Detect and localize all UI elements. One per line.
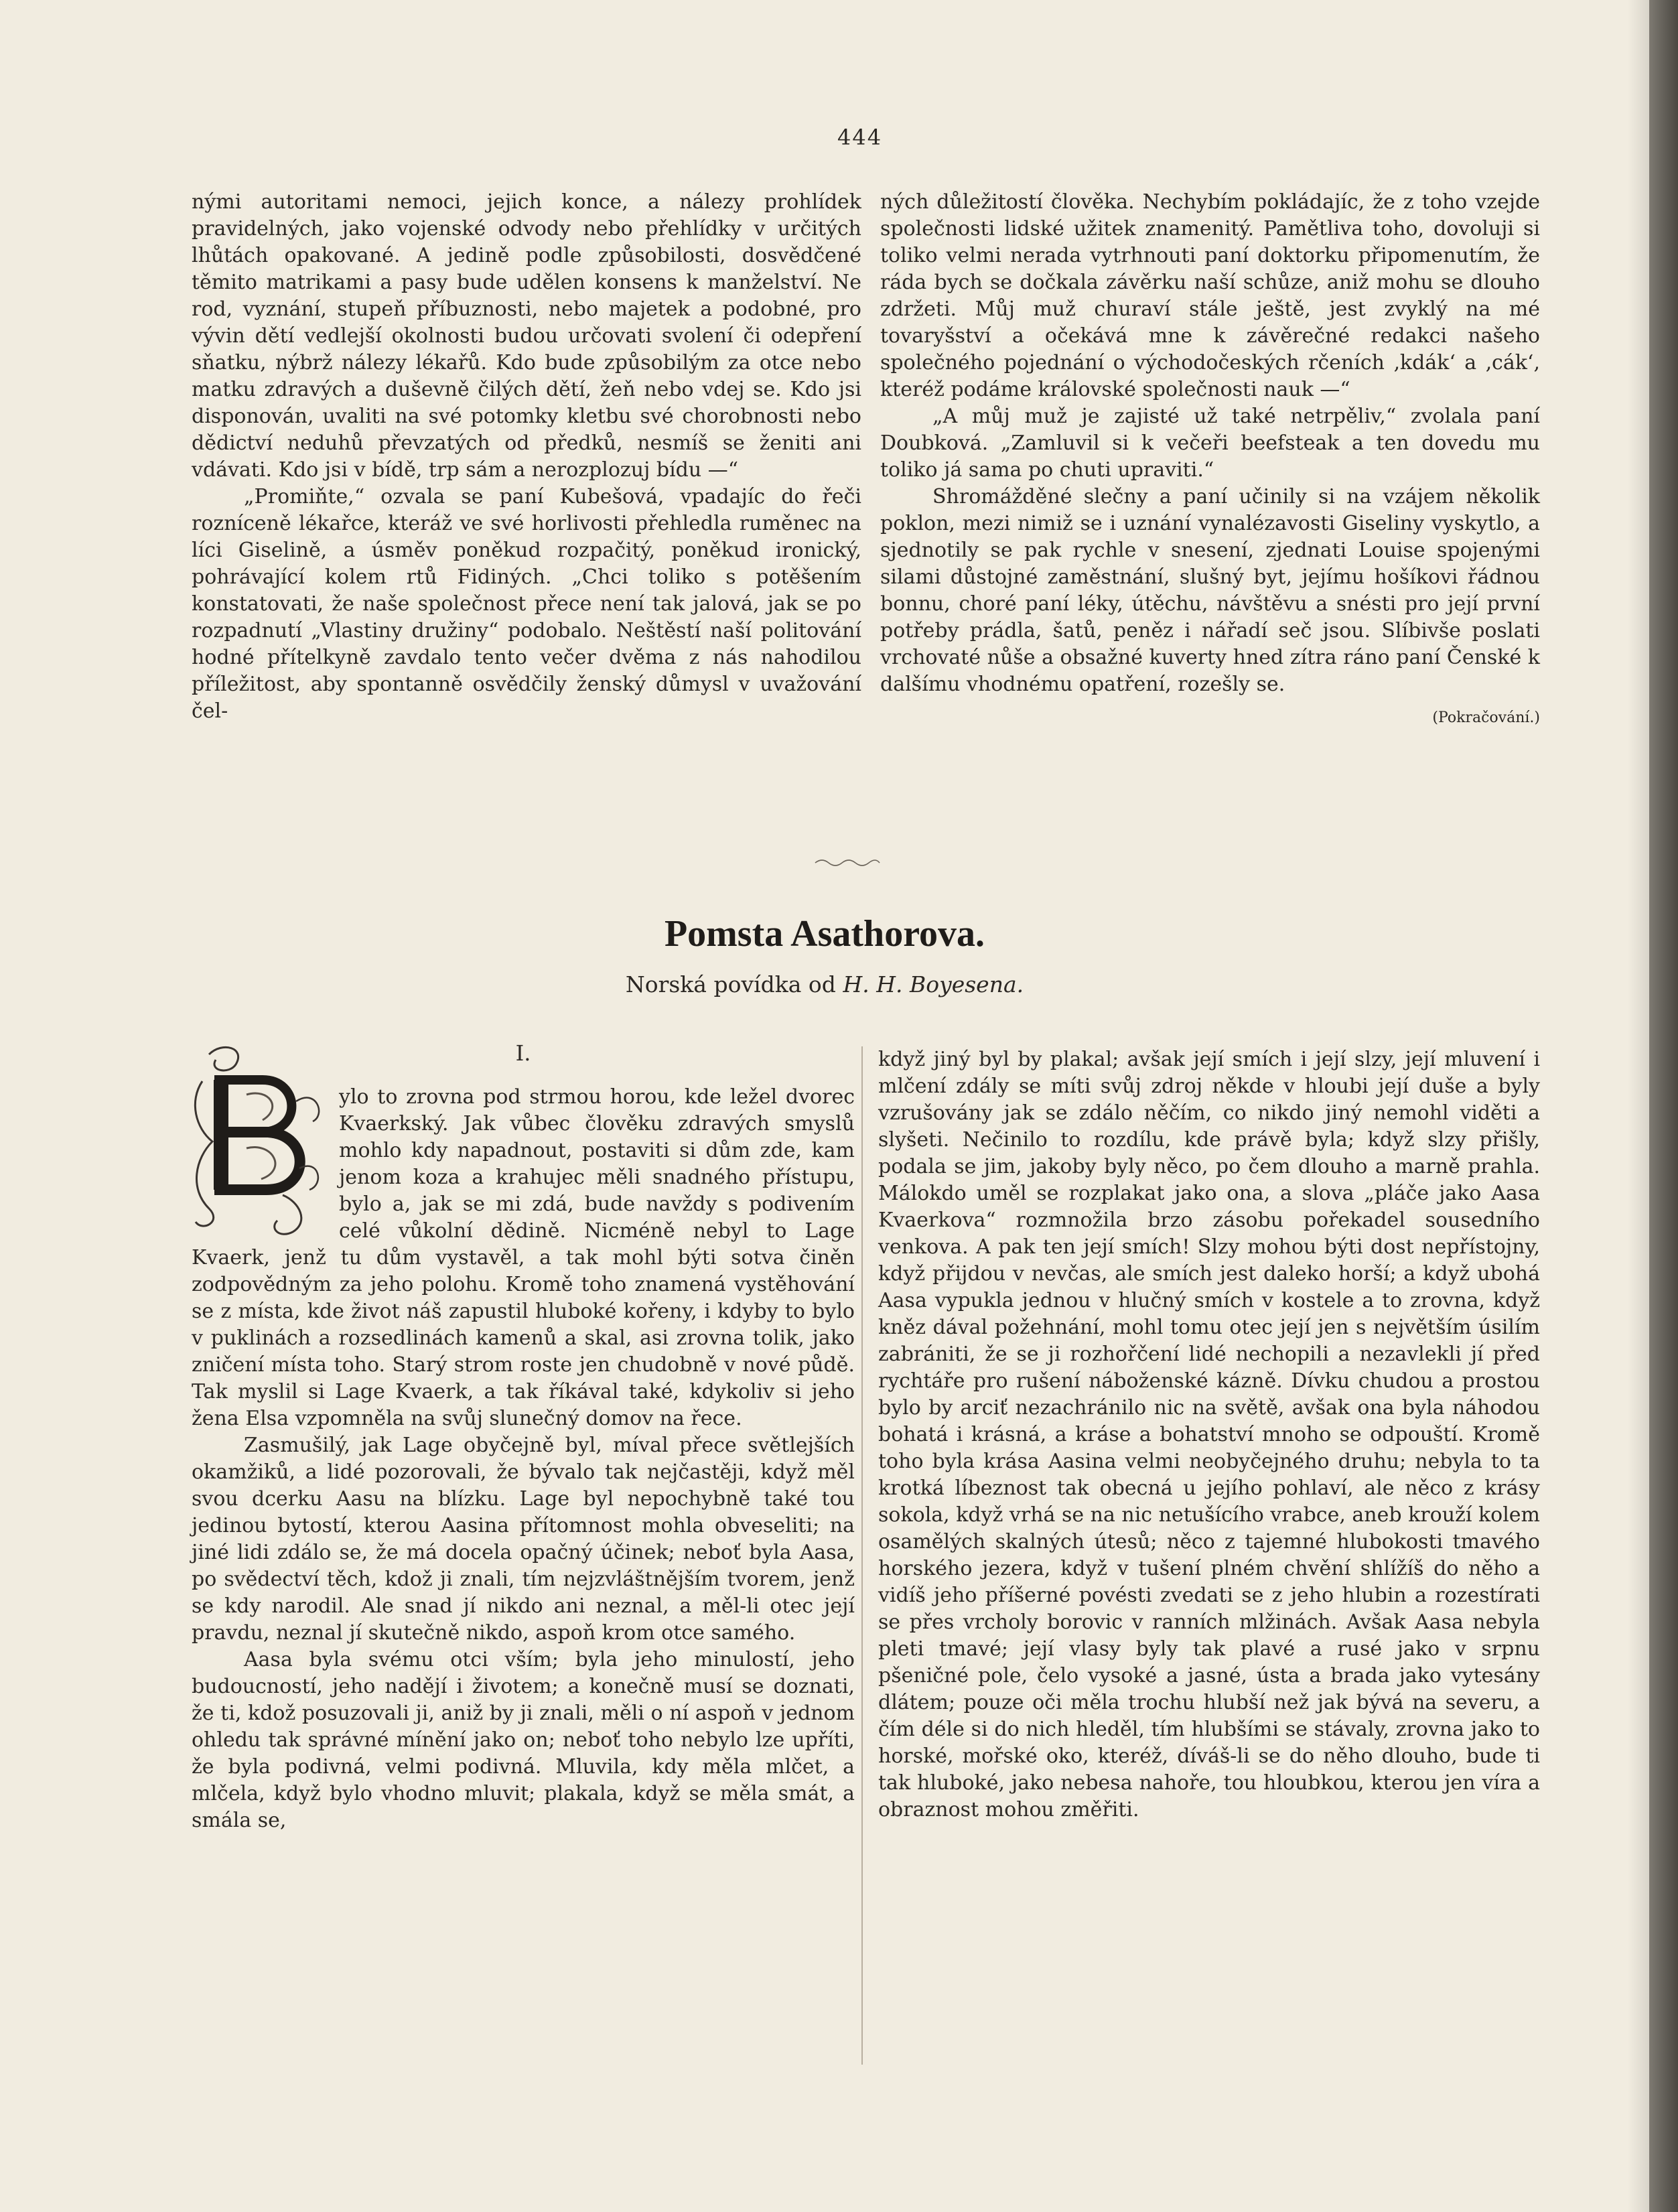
paragraph: nými autoritami nemoci, jejich konce, a nálezy prohlídek pravidelných, jako vojenské odvody nebo přehlídky v určitých lhůtách opakované. A jedině podle způsobilosti, dosvědčené těmito matrikami a pasy bude udělen konsens k manželství. Ne rod, vyznání, stupeň příbuznosti, nebo majetek a podobné, pro vývin dětí vedlejší okolnosti budou určovati svolení či odepření sňatku, nýbrž nálezy lékařů. Kdo bude způsobilým za otce nebo matku zdravých a duševně čilých dětí, žeň nebo vdej se. Kdo jsi disponován, uvaliti na své potomky kletbu své chorobnosti nebo dědictví neduhů převzatých od předků, nesmíš se ženiti ani vdávati. Kdo jsi v bídě, trp sám a nerozplozuj bídu —“ xyxy=(192,190,861,482)
paragraph: když jiný byl by plakal; avšak její smích i její slzy, její mluvení i mlčení zdály se míti svůj zdroj někde v hloubi její duše a byly vzrušovány jak se zdálo něčím, co nikdo jiný nemohl viděti a slyšeti. Nečinilo to rozdílu, kde právě byla; když slzy přišly, podala se jim, jakoby byly něco, po čem dlouho a marně prahla. Málokdo uměl se rozplakat jako ona, a slova „pláče jako Aasa Kvaerkova“ rozmnožila brzo zásobu pořekadel sousedního venkova. A pak ten její smích! Slzy mohou býti dost nepřístojny, když přijdou v nevčas, ale smích jest daleko horší; a když ubohá Aasa vypukla jednou v hlučný smích v kostele a to zrovna, když kněz dával požehnání, mohl tomu otec její jen s největším úsilím zabrániti, že se ji rozhořčení lidé nechopili a nezavlekli jí před rychtáře pro rušení náboženské kázně. Dívku chudou a prostou bylo by arciť nezachránilo nic na světě, avšak ona byla náhodou bohatá i krásná, a kráse a bohatství mnoho se odpouští. Kromě toho byla krása Aasina velmi neobyčejného druhu; nebyla to ta krotká líbeznost tak obecná u jejího pohlaví, ale něco z krásy sokola, když vrhá se na nic netušícího vrabce, aneb krouží kolem osamělých skalných útesů; něco z tajemné hlubokosti tmavého horského jezera, když v tušení plném chvění shlížíš do něho a vidíš jeho příšerné povésti zvedati se z jeho hlubin a rozestírati se přes vrcholy borovic v ranních mlžinách. Avšak Aasa nebyla pleti tmavé; její vlasy byly tak plavé a rusé jako v srpnu pšeničné pole, čelo vysoké a jasné, ústa a brada jako vytesány dlátem; pouze oči měla trochu hlubší než jak bývá na severu, a čím déle si do nich hleděl, tím hlubšími se stávaly, zrovna jako to horské, mořské oko, kteréž, díváš-li se do něho dlouho, bude ti tak hluboké, jako nebesa nahoře, tou hloubkou, kterou jen víra a obraznost mohou změřiti. xyxy=(878,1048,1540,1821)
continuation-note: (Pokračování.) xyxy=(1432,709,1540,726)
bottom-right-column xyxy=(878,1046,1540,1823)
paragraph: Shromážděné slečny a paní učinily si na vzájem několik poklon, mezi nimiž se i uznání vynalézavosti Giseliny vyskytlo, a sjednotily se pak rychle v snesení, zjednati Louise spojenými silami důstojné zaměstnání, slušný byt, jejímu hošíkovi řádnou bonnu, choré paní léky, útěchu, návštěvu a snésti pro její první potřeby prádla, šatů, peněz i nářadí seč jsou. Slíbivše poslati vrchovaté nůše a obsažné kuverty hned zítra ráno paní Čenské k dalšímu vhodnému opatření, rozešly se. xyxy=(880,485,1540,696)
paragraph: „Promiňte,“ ozvala se paní Kubešová, vpadajíc do řeči rozníceně lékařce, kteráž ve své horlivosti přehledla ruměnec na líci Giselině, a úsměv poněkud rozpačitý, poněkud ironický, pohrávající kolem rtů Fidiných. „Chci toliko s potěšením konstatovati, že naše společnost přece není tak jalová, jak se po rozpadnutí „Vlastiny družiny“ podobalo. Neštěstí naší politování hodné přítelkyně zavdalo tento večer dvěma z nás nahodilou příležitost, aby spontanně osvědčily ženský důmysl v uvažování čel- xyxy=(192,485,861,723)
page-edge-shadow xyxy=(1628,0,1649,2212)
paragraph: ných důležitostí člověka. Nechybím pokládajíc, že z toho vzejde společnosti lidské užitek znamenitý. Pamětliva toho, dovoluji si toliko velmi nerada vytrhnouti paní doktorku připomenutím, že ráda bych se dočkala závěrku naší schůze, aniž mohu se dlouho zdržeti. Můj muž churaví stále ještě, jest zvyklý na mé tovaryšství a očekává mne k závěrečné redakci našeho společného pojednání o východočeských rčeních ‚kdák‘ a ‚cák‘, kteréž podáme královské společnosti nauk —“ xyxy=(880,190,1540,401)
ornamental-divider xyxy=(814,857,881,867)
article-subtitle xyxy=(0,971,1649,997)
page-number: 444 xyxy=(837,125,883,150)
bottom-left-column xyxy=(192,1040,855,1834)
ornamental-initial-b-icon xyxy=(182,1041,328,1239)
subtitle-prefix: Norská povídka od xyxy=(625,971,836,997)
top-left-column xyxy=(192,189,861,725)
author-name: H. H. Boyesena. xyxy=(843,971,1024,997)
paragraph: Aasa byla svému otci vším; byla jeho minulostí, jeho budoucností, jeho nadějí i životem; a konečně musí se doznati, že ti, kdož posuzovali ji, aniž by ji znali, měli o ní aspoň v jednom ohledu tak správné mínění jako on; neboť toho nebylo lze upříti, že byla podivná, velmi podivná. Mluvila, kdy měla mlčet, a mlčela, když bylo vhodno mluvit; plakala, když se měla smát, a smála se, xyxy=(192,1648,855,1832)
paragraph: „A můj muž je zajisté už také netrpěliv,“ zvolala paní Doubková. „Zamluvil si k večeři beefsteak a ten dovedu mu toliko já sama po chuti upraviti.“ xyxy=(880,405,1540,482)
top-right-column xyxy=(880,189,1540,732)
paragraph: Zasmušilý, jak Lage obyčejně byl, míval přece světlejších okamžiků, a lidé pozorovali, že bývalo tak nejčastěji, když měl svou dcerku Aasu na blízku. Lage byl nepochybně také tou jedinou bytostí, kterou Aasina přítomnost mohla obveseliti; na jiné lidi zdálo se, že má docela opačný účinek; neboť byla Aasa, po svědectví těch, kdož ji znali, tím nejzvláštnějším tvorem, jenž se kdy narodil. Ale snad jí nikdo ani neznal, a měl-li otec její pravdu, neznal jí skutečně nikdo, aspoň krom otce samého. xyxy=(192,1434,855,1645)
book-binding-edge xyxy=(1649,0,1678,2212)
column-rule xyxy=(861,1046,863,2065)
chapter-number: I. xyxy=(515,1040,531,1066)
paragraph: ylo to zrovna pod strmou horou, kde ležel dvorec Kvaerkský. Jak vůbec člověku zdravých smyslů mohlo kdy napadnout, postaviti si dům zde, kam jenom koza a krahujec měli snadného přístupu, bylo a, jak se mi zdá, bude navždy s podivením celé vůkolní dědině. Nicméně nebyl to Lage Kvaerk, jenž tu dům vystavěl, a tak mohl býti sotva činěn zodpovědným za jeho polohu. Kromě toho znamená vystěhování se z místa, kde život náš zapustil hluboké kořeny, i kdyby to bylo v puklinách a rozsedlinách kamenů a skal, asi zrovna tolik, jako zničení místa toho. Starý strom roste jen chudobně v nové půdě. Tak myslil si Lage Kvaerk, a tak říkával také, kdykoliv si jeho žena Elsa vzpomněla na svůj slunečný domov na řece. xyxy=(192,1085,855,1430)
article-title: Pomsta Asathorova. xyxy=(664,913,985,955)
